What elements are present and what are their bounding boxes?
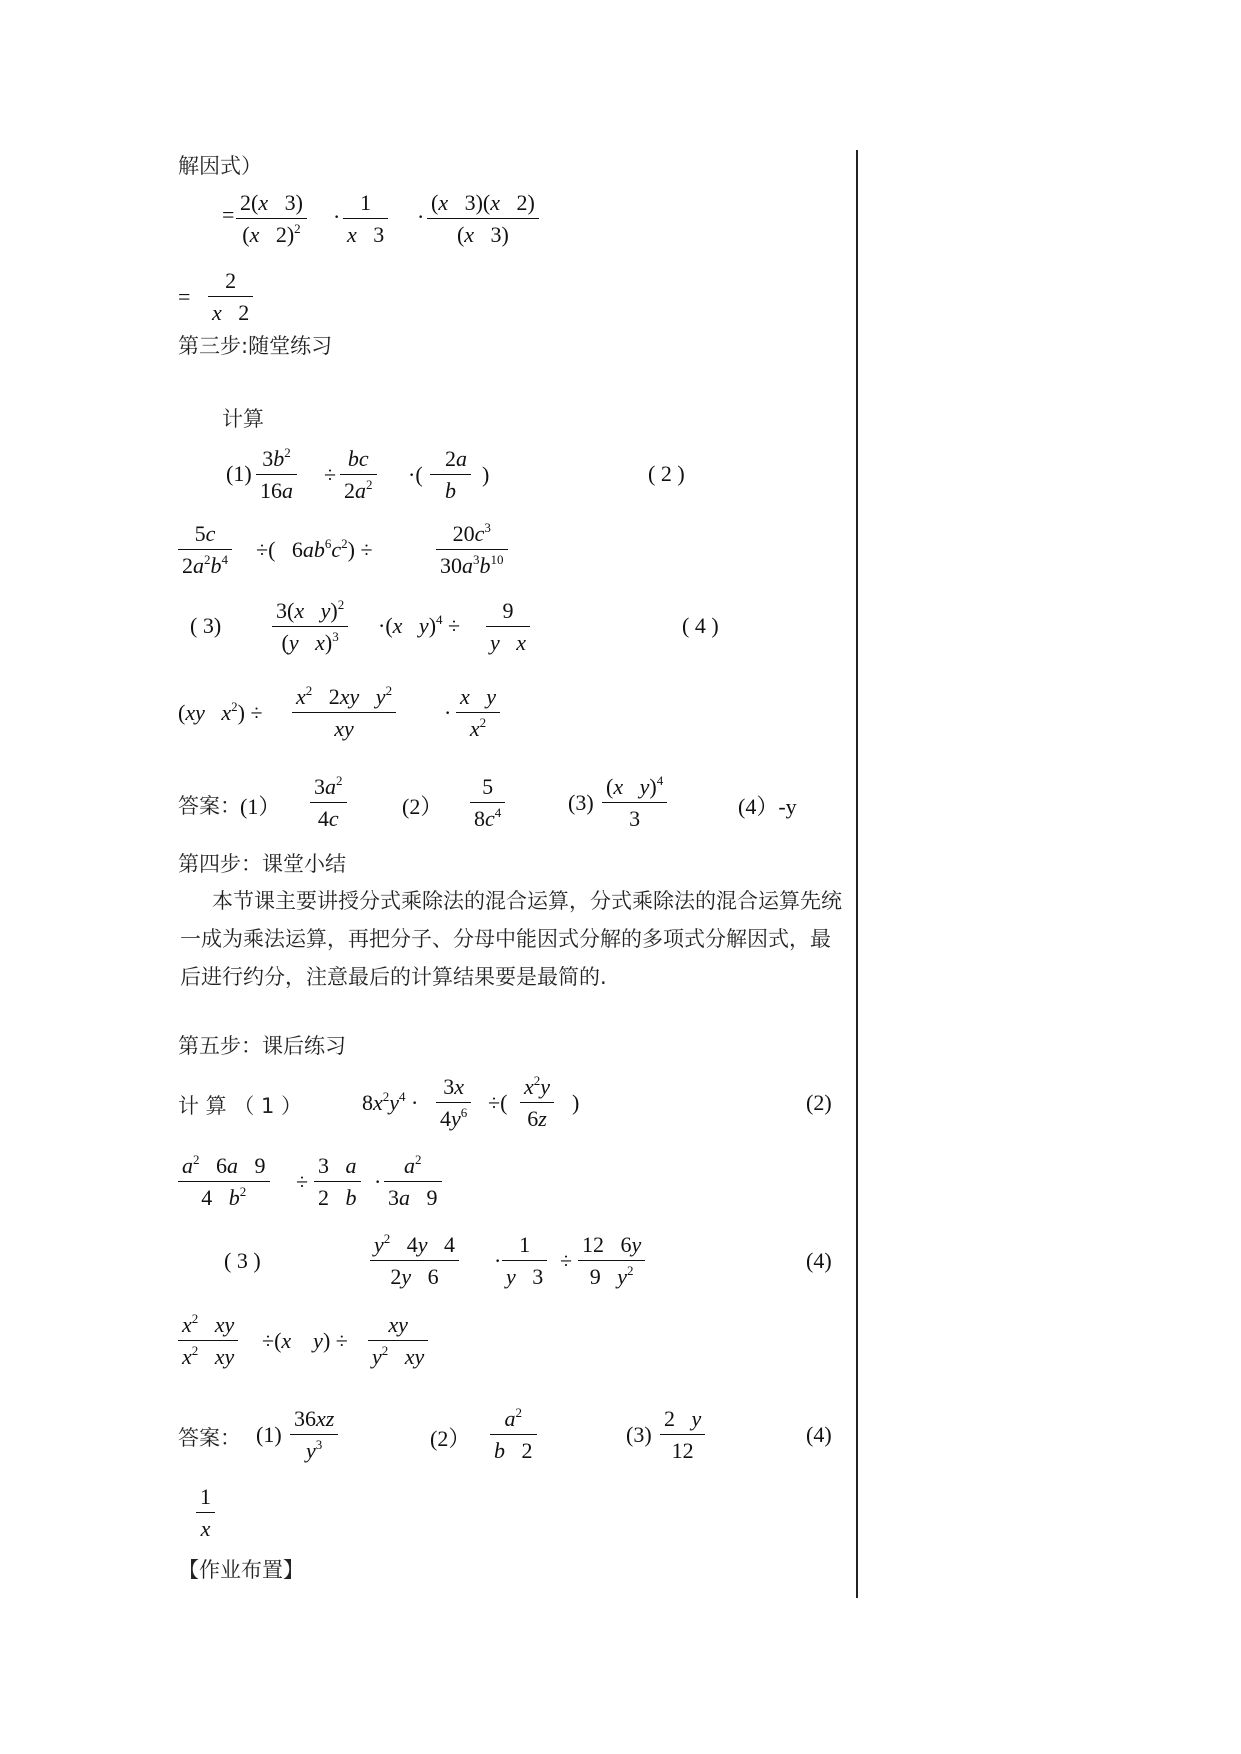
h1-fraction-a: $\frac{3x}{4y^6}$ (436, 1072, 471, 1135)
answer-2: $\frac{5}{8c^4}$ (470, 772, 505, 835)
answer-1: $\frac{3a^2}{4c}$ (310, 772, 347, 835)
answer2-label: 答案： (178, 1426, 241, 1450)
dot-operator: ·(x y)$^4$ ÷ (378, 612, 461, 638)
p4-fraction-a: $\frac{x^2 2xy y^2}{xy}$ (292, 682, 396, 745)
step4-title: 第四步：课堂小结 (178, 852, 346, 876)
divide-operator: ÷( (488, 1090, 508, 1115)
h3-fraction-c: $\frac{12 6y}{9 y^2}$ (578, 1230, 645, 1293)
answer-1-label: (1） (240, 794, 281, 819)
close-paren: ) (572, 1090, 580, 1115)
calc-label: 计算 (222, 407, 264, 431)
dot-operator: · (417, 204, 425, 229)
equals-sign: = (222, 202, 235, 227)
hw-answer-4-label: (4) (806, 1422, 832, 1447)
equals-sign: = (178, 284, 191, 309)
divide-operator: ÷ (296, 1169, 309, 1194)
h3-fraction-a: $\frac{y^2 4y 4}{2y 6}$ (370, 1230, 459, 1293)
divide-operator: ÷ (560, 1248, 573, 1273)
step5-title: 第五步：课后练习 (178, 1034, 346, 1058)
h1-fraction-b: $\frac{x^2y}{6z}$ (520, 1072, 554, 1135)
answer-2-label: (2） (402, 794, 443, 819)
answer-label: 答案： (178, 794, 241, 818)
continuation-text: 解因式） (178, 154, 262, 178)
p1-fraction-c: $\frac{2a}{b}$ (430, 444, 471, 507)
h1-term: $8x^2y^4$ · (362, 1089, 419, 1115)
p4-fraction-b: $\frac{\text{x y}}{x^2}$ (456, 682, 500, 745)
answer-3-label: (3) (568, 790, 594, 815)
h4-fraction-b: $\frac{xy}{y^2 xy}$ (368, 1310, 428, 1373)
homework-heading: 【作业布置】 (178, 1558, 304, 1582)
p4-term: (xy $x^2$) ÷ (178, 699, 263, 725)
step5-calc-label: 计 算 （ 1 ） (178, 1094, 303, 1118)
step3-title: 第三步:随堂练习 (178, 334, 333, 358)
hw-answer-1: $\frac{36xz}{y^3}$ (290, 1404, 338, 1467)
divide-operator: ÷ (324, 462, 337, 487)
hw-problem-3-label: ( 3 ) (224, 1248, 261, 1273)
answer-4: (4）-y (738, 794, 797, 819)
dot-operator: · (333, 204, 341, 229)
summary-paragraph: 本节课主要讲授分式乘除法的混合运算，分式乘除法的混合运算先统一成为乘法运算，再把分子、分母中能因式分解的多项式分解因式，最后进行约分，注意最后的计算结果要是最简的. (180, 889, 842, 989)
example-fraction-1: $\frac{2(x 3)}{(x 2)^2}$ (236, 188, 307, 251)
p3-fraction-a: $\frac{3(x y)^2}{(y x)^3}$ (272, 596, 348, 659)
example-fraction-2: $\frac{1}{x 3}$ (343, 188, 388, 251)
hw-problem-4-label: (4) (806, 1248, 832, 1273)
hw-answer-2: $\frac{a^2}{b 2}$ (490, 1404, 537, 1467)
close-paren: ) (482, 462, 490, 487)
hw-answer-4: $\frac{1}{x}$ (196, 1482, 215, 1545)
example-result: $\frac{2}{x 2}$ (208, 266, 253, 329)
dot-operator: · (494, 1248, 502, 1273)
problem-4-label: ( 4 ) (682, 613, 719, 638)
p2-fraction-a: $\frac{5c}{2a^2b^4}$ (178, 519, 232, 582)
p2-fraction-b: $\frac{20c^3}{30a^3b^{10}}$ (436, 519, 508, 582)
dot-operator: · (374, 1169, 382, 1194)
hw-problem-2-label: (2) (806, 1090, 832, 1115)
example-fraction-3: $\frac{(x 3)(x 2)}{(x 3)}$ (427, 188, 539, 251)
dot-operator: · (444, 700, 452, 725)
problem-3-label: ( 3) (190, 613, 222, 638)
h2-fraction-c: $\frac{a^2}{3a 9}$ (384, 1151, 442, 1214)
h3-fraction-b: $\frac{1}{y 3}$ (502, 1230, 547, 1293)
p3-fraction-b: $\frac{9}{\text{y x}}$ (486, 596, 530, 659)
p1-fraction-a: $\frac{3b^2}{16a}$ (256, 444, 297, 507)
h4-fraction-a: $\frac{x^2 xy}{x^2 xy}$ (178, 1310, 238, 1373)
hw-answer-3: $\frac{2 y}{12}$ (660, 1404, 705, 1467)
divide-operator: ÷( $6ab^6c^2$) ÷ (256, 536, 373, 562)
hw-answer-3-label: (3) (626, 1422, 652, 1447)
h4-term: ÷(x y) ÷ (262, 1328, 348, 1353)
hw-answer-1-label: (1) (256, 1422, 282, 1447)
p1-fraction-b: $\frac{bc}{2a^2}$ (340, 444, 377, 507)
problem-1-label: (1) (226, 461, 252, 486)
margin-rule (856, 150, 858, 1598)
answer-3: $\frac{(x y)^4}{3}$ (602, 772, 667, 835)
h2-fraction-b: $\frac{3 a}{2 b}$ (314, 1151, 361, 1214)
hw-answer-2-label: (2） (430, 1426, 471, 1451)
h2-fraction-a: $\frac{a^2 6a 9}{4 b^2}$ (178, 1151, 270, 1214)
problem-2-label: ( 2 ) (648, 461, 685, 486)
dot-operator: ·( (408, 462, 423, 487)
